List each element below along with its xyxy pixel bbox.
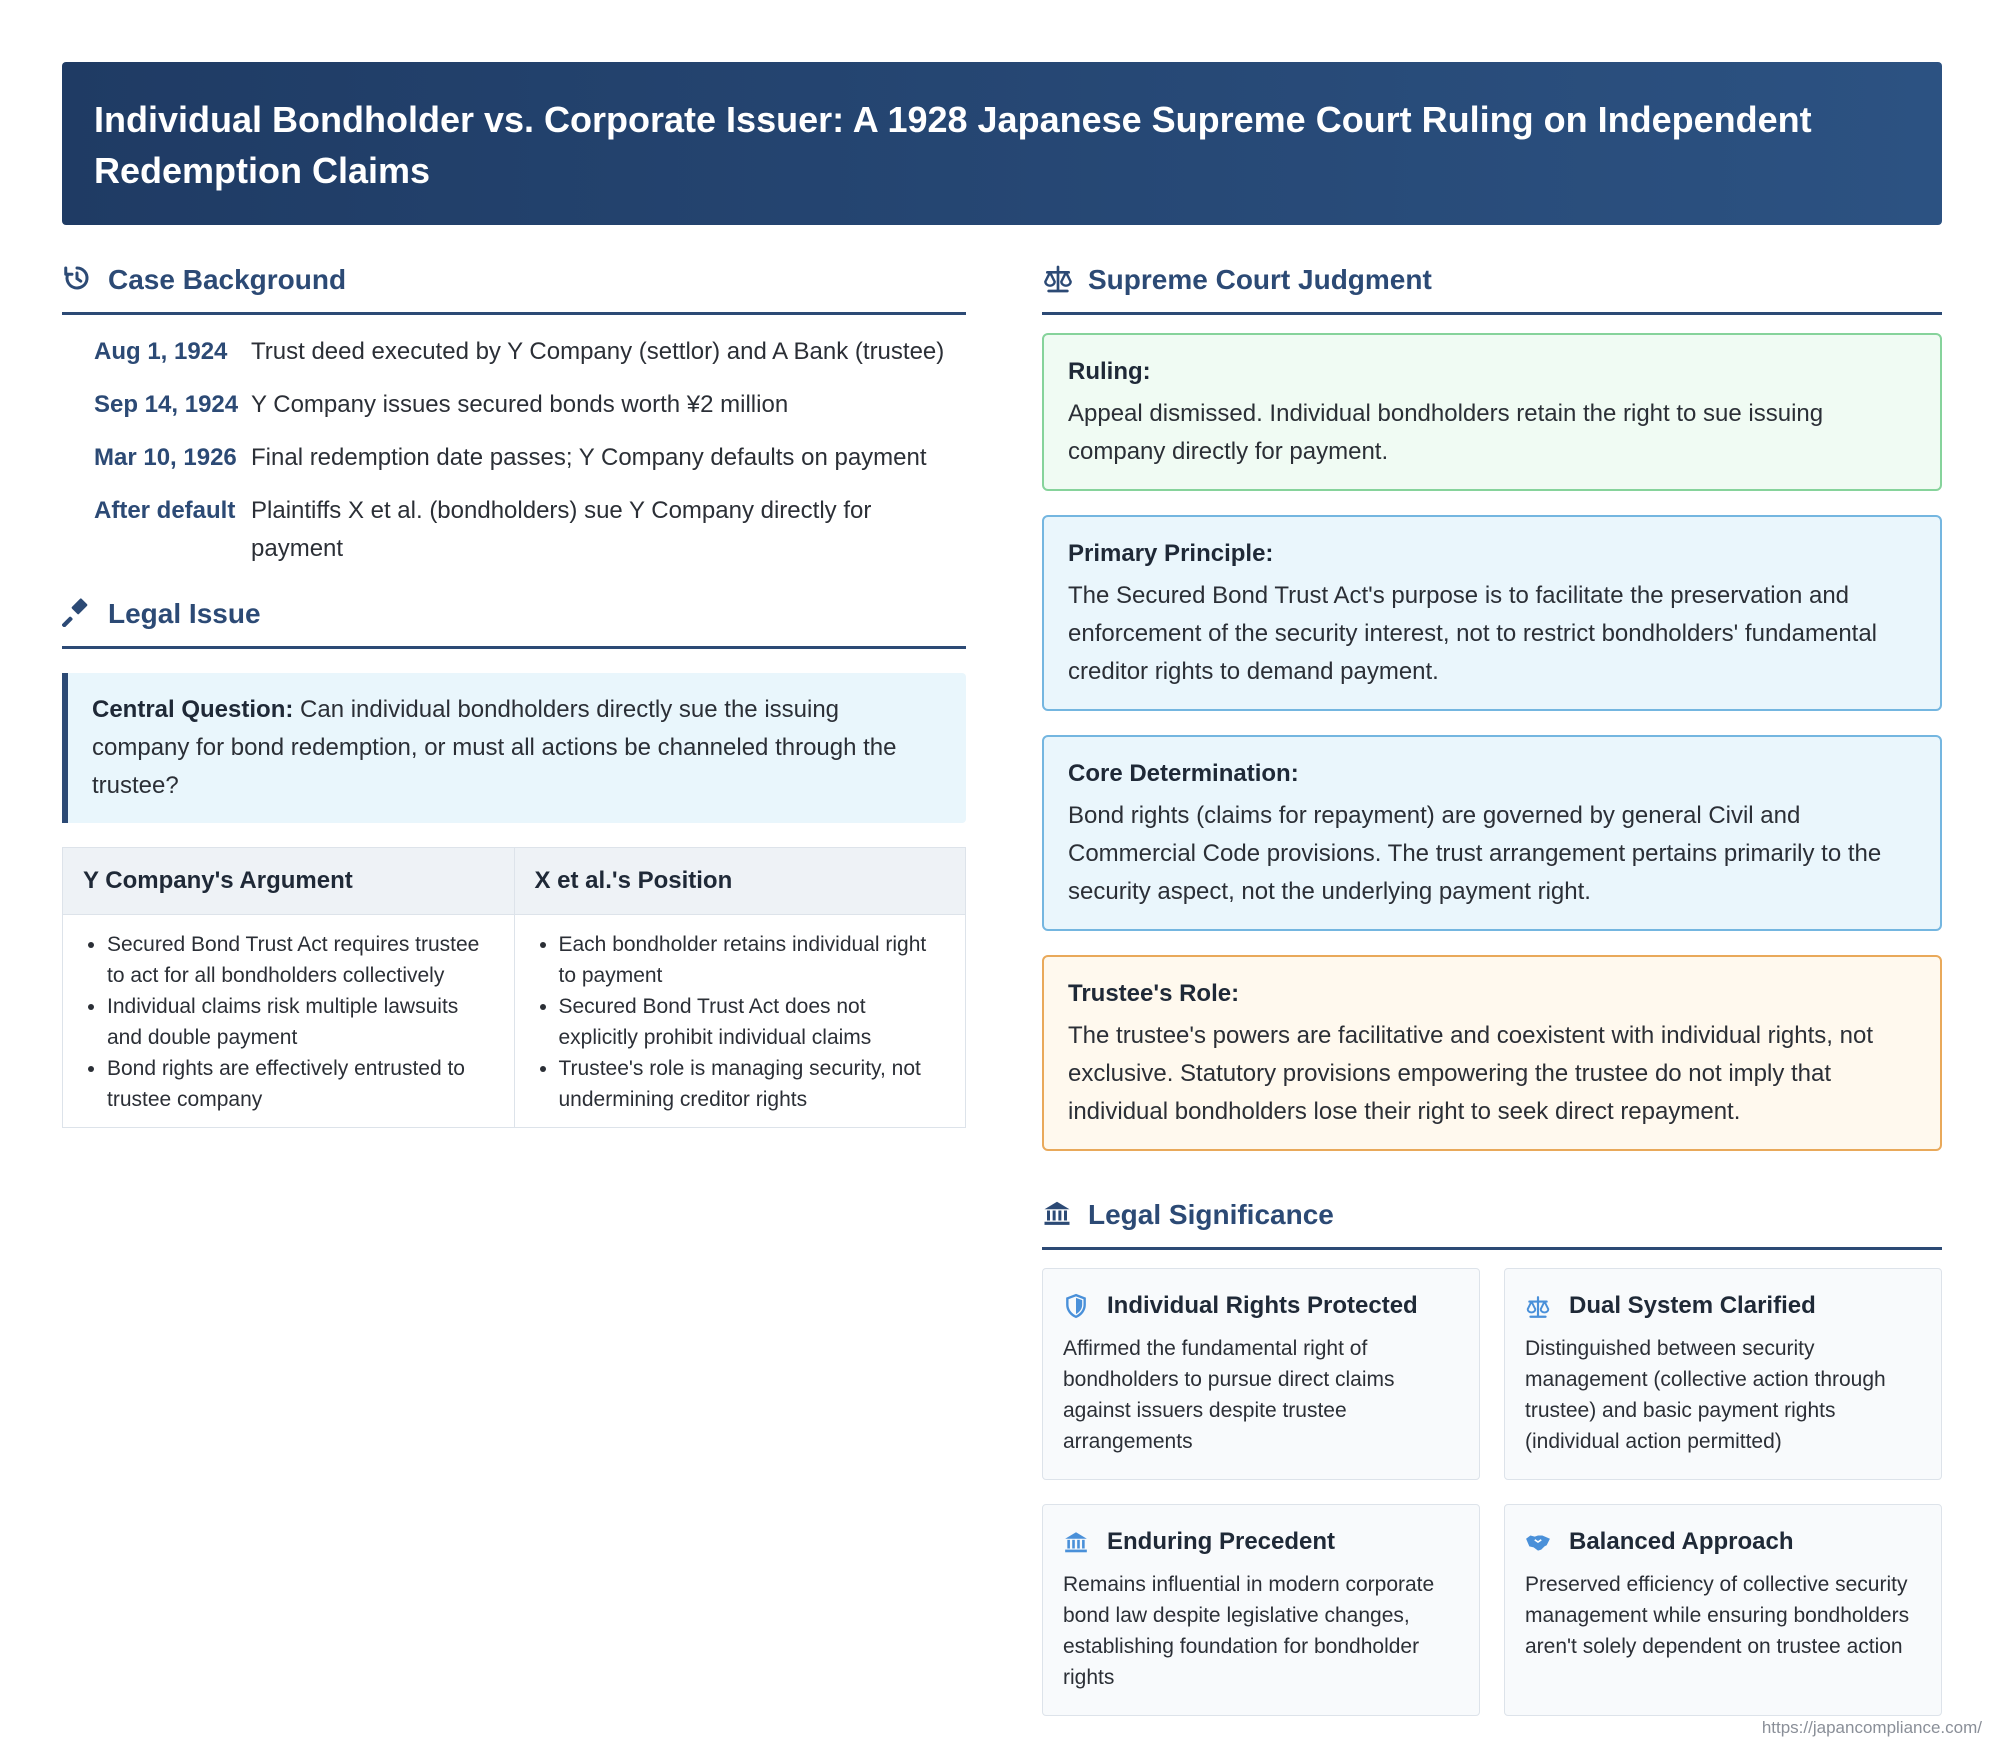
timeline-date: Mar 10, 1926 — [94, 444, 237, 471]
timeline-event: Final redemption date passes; Y Company defaults on payment — [251, 444, 927, 471]
timeline-item — [62, 439, 966, 477]
history-icon — [62, 263, 96, 297]
significance-heading: Legal Significance — [1042, 1193, 1942, 1250]
list-item: • Each bondholder retains individual right to payment — [559, 929, 946, 991]
list-item: • Secured Bond Trust Act requires trustee to act for all bondholders collectively — [107, 929, 494, 991]
x-position — [514, 915, 966, 1128]
significance-card — [1042, 1268, 1480, 1480]
list-item: • Trustee's role is managing security, not undermining creditor rights — [559, 1053, 946, 1115]
central-question — [62, 673, 966, 823]
box-text: Bond rights (claims for repayment) are governed by general Civil and Commercial Code provisions. The trust arrangement pertains primarily to the security aspect, not the underlying payment right. — [1068, 802, 1882, 905]
box-text: Appeal dismissed. Individual bondholders retain the right to sue issuing company directly for payment. — [1068, 400, 1824, 465]
right-column — [1042, 258, 1942, 1716]
significance-card — [1042, 1504, 1480, 1716]
timeline-date: Sep 14, 1924 — [94, 391, 239, 418]
list-item: • Secured Bond Trust Act does not explicitly prohibit individual claims — [559, 991, 946, 1053]
handshake-icon — [1525, 1529, 1551, 1555]
box-label: Ruling: — [1068, 358, 1151, 385]
significance-card — [1504, 1504, 1942, 1716]
question-text: Can individual bondholders directly sue the issuing company for bond redemption, or must all actions be channeled through the trustee? — [92, 696, 897, 799]
landmark-icon — [1042, 1198, 1076, 1232]
timeline-item — [62, 386, 966, 424]
page-header — [62, 62, 1942, 225]
card-text: Affirmed the fundamental right of bondholders to pursue direct claims against issuers despite trustee arrangements — [1063, 1337, 1395, 1453]
question-label: Central Question: — [92, 696, 294, 723]
box-text: The trustee's powers are facilitative and coexistent with individual rights, not exclusive. Statutory provisions empowering the trustee do not imply that individual bondholders lose their right to seek direct repayment. — [1068, 1022, 1873, 1125]
box-label: Trustee's Role: — [1068, 980, 1240, 1007]
judgment-heading: Supreme Court Judgment — [1042, 258, 1942, 315]
timeline-event: Y Company issues secured bonds worth ¥2 million — [251, 391, 789, 418]
table-header: Y Company's Argument — [63, 848, 515, 915]
page-title: Individual Bondholder vs. Corporate Issuer: A 1928 Japanese Supreme Court Ruling on Independent Redemption Claims — [94, 99, 1812, 191]
timeline-event: Trust deed executed by Y Company (settlor) and A Bank (trustee) — [251, 338, 945, 365]
card-title: Enduring Precedent — [1107, 1528, 1336, 1555]
shield-icon — [1063, 1293, 1089, 1319]
card-text: Preserved efficiency of collective security management while ensuring bondholders aren't solely dependent on trustee action — [1525, 1573, 1910, 1658]
significance-card — [1504, 1268, 1942, 1480]
significance-cards — [1042, 1268, 1942, 1716]
card-title: Dual System Clarified — [1569, 1292, 1816, 1319]
scale-icon — [1042, 263, 1076, 297]
list-item: • Bond rights are effectively entrusted to trustee company — [107, 1053, 494, 1115]
ruling-box — [1042, 333, 1942, 491]
table-header: X et al.'s Position — [514, 848, 966, 915]
card-text: Remains influential in modern corporate bond law despite legislative changes, establishing foundation for bondholder rights — [1063, 1573, 1435, 1689]
determination-box — [1042, 735, 1942, 931]
card-text: Distinguished between security management (collective action through trustee) and basic payment rights (individual action permitted) — [1525, 1337, 1886, 1453]
timeline-date: After default — [94, 497, 236, 524]
box-label: Primary Principle: — [1068, 540, 1274, 567]
card-title: Balanced Approach — [1569, 1528, 1794, 1555]
principle-box — [1042, 515, 1942, 711]
card-title: Individual Rights Protected — [1107, 1292, 1418, 1319]
timeline-item — [62, 492, 966, 568]
box-text: The Secured Bond Trust Act's purpose is to facilitate the preservation and enforcement of the security interest, not to restrict bondholders' fundamental creditor rights to demand payment. — [1068, 582, 1878, 685]
landmark-icon — [1063, 1529, 1089, 1555]
gavel-icon — [62, 597, 96, 631]
box-label: Core Determination: — [1068, 760, 1299, 787]
footer-url: https://japancompliance.com/ — [1761, 1718, 1982, 1737]
legal-issue-heading: Legal Issue — [62, 592, 966, 649]
case-background-heading: Case Background — [62, 258, 966, 315]
timeline — [62, 333, 966, 568]
list-item: • Individual claims risk multiple lawsuits and double payment — [107, 991, 494, 1053]
timeline-date: Aug 1, 1924 — [94, 338, 228, 365]
left-column — [62, 258, 966, 1128]
arguments-table — [62, 847, 966, 1128]
trustee-role-box — [1042, 955, 1942, 1151]
scale-icon — [1525, 1293, 1551, 1319]
timeline-event: Plaintiffs X et al. (bondholders) sue Y Company directly for payment — [251, 497, 872, 562]
timeline-item — [62, 333, 966, 371]
y-company-arguments — [63, 915, 515, 1128]
